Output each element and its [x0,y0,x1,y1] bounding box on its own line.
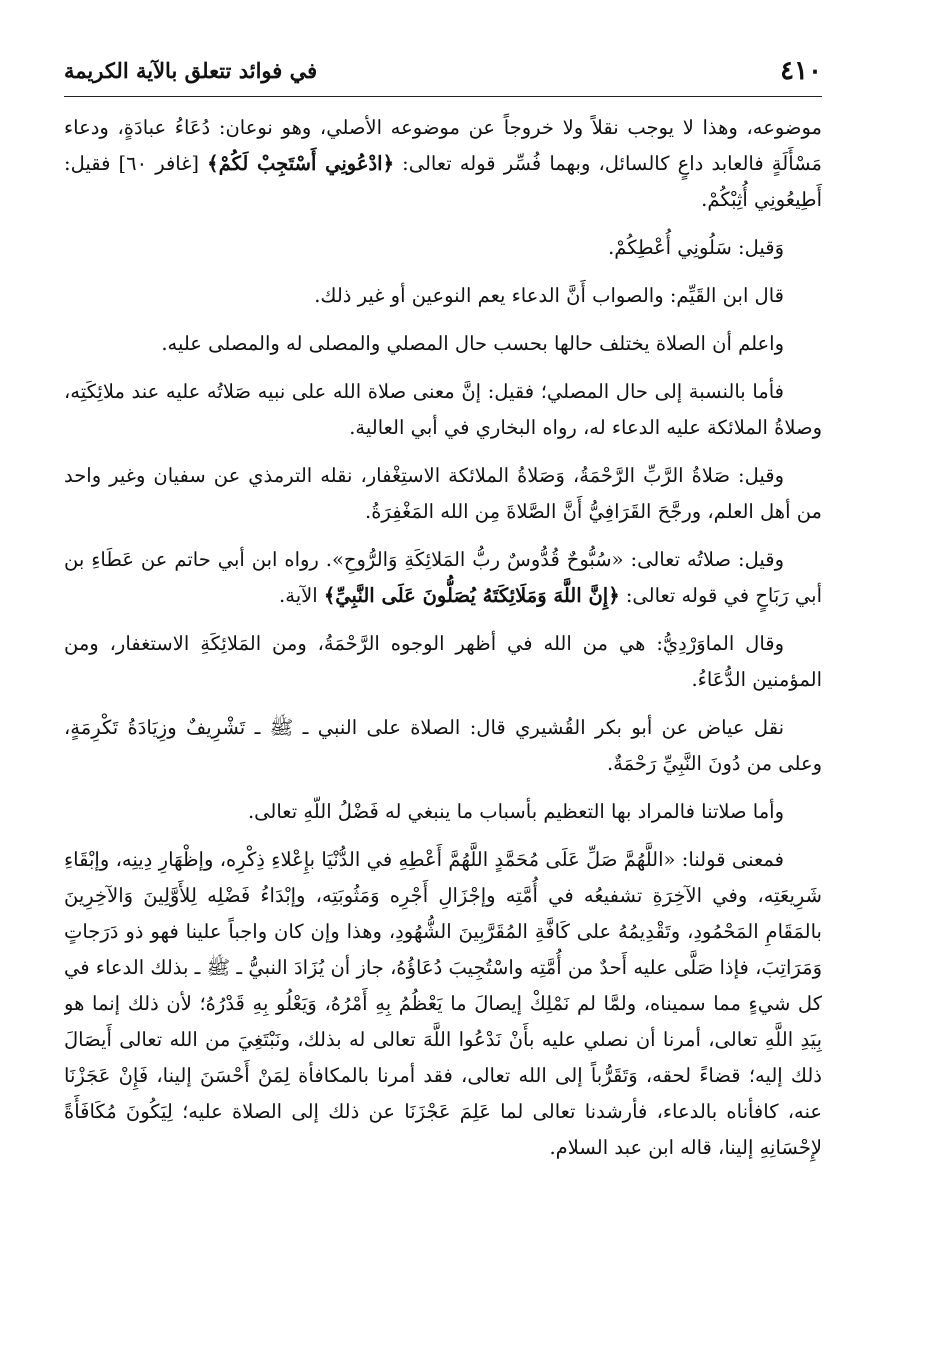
quran-verse: ﴿ادْعُونِي أَسْتَجِبْ لَكُمْ﴾ [207,152,395,175]
paragraph-text: وقيل: صَلاةُ الرَّبِّ الرَّحْمَةُ، وَصَلاةُ الملائكة الاستِغْفار، نقله الترمذي عن سفيان وغير واحد من أهل العلم، ورجَّحَ القَرَافِيُّ أَنَّ الصَّلاةَ مِن الله المَغْفِرَةُ. [64,464,822,523]
page-body [64,110,822,1330]
paragraph [64,842,822,1166]
paragraph [64,110,822,218]
paragraph [64,542,822,614]
paragraph-text: [غافر ٦٠] فقيل: أَطِيعُونِي أُثِبْكُمْ. [64,152,822,211]
page-number: ٤١٠ [780,56,822,86]
quran-verse: ﴿إِنَّ اللَّهَ وَمَلَائِكَتَهُ يُصَلُّونَ عَلَى النَّبِيِّ﴾ [323,584,620,607]
paragraph-text: قال ابن القَيِّم: والصواب أَنَّ الدعاء يعم النوعين أو غير ذلك. [314,284,784,307]
paragraph [64,278,822,314]
paragraph-text: نقل عياض عن أبو بكر القُشيري قال: الصلاة على النبي ـ ﷺ ـ تَشْرِيفٌ وزِيَادَةُ تَكْرِمَةٍ، وعلى من دُونَ النَّبِيِّ رَحْمَةٌ. [64,716,822,775]
paragraph-text: وقيل: صلاتُه تعالى: «سُبُّوحٌ قُدُّوسٌ ربُّ المَلائِكَةِ وَالرُّوحِ». رواه ابن أبي حاتم عن عَطَاءِ بن أبي رَبَاحٍ في قوله تعالى: [64,548,822,607]
paragraph [64,710,822,782]
paragraph-text: وأما صلاتنا فالمراد بها التعظيم بأسباب ما ينبغي له فَضْلُ اللّهِ تعالى. [247,800,784,823]
paragraph [64,230,822,266]
paragraph-text: واعلم أن الصلاة يختلف حالها بحسب حال المصلي والمصلى له والمصلى عليه. [161,332,784,355]
paragraph [64,794,822,830]
paragraph-text: وَقيل: سَلُونِي أُعْطِكُمْ. [608,236,784,259]
paragraph-text: الآية. [279,584,324,607]
paragraph [64,326,822,362]
paragraph-text: وقال الماوَرْدِيُّ: هي من الله في أظهر الوجوه الرَّحْمَةُ، ومن المَلائِكَةِ الاستغفار، ومن المؤمنين الدُّعَاءُ. [64,632,822,691]
paragraph-text: فمعنى قولنا: «اللَّهُمَّ صَلِّ عَلَى مُحَمَّدٍ اللَّهُمَّ أَعْطِهِ في الدُّنْيَا بإِعْلاءِ ذِكْرِه، وإظْهَارِ دِينِه، وإبْقَاءِ شَرِيعَتِه، وفي الآخِرَةِ تشفيعُه في أُمَّتِه وإجْزَالِ أَجْرِه وَمَثُوبَتِه، وإبْدَاءُ فَضْلِه لِلأَوَّلِينَ وَالآخِرِينَ بالمَقَامِ المَحْمُودِ، وتَقْدِيمُهُ على كَافَّةِ المُقَرَّبِينَ الشُّهُودِ، وهذا وإن كان واجباً علينا فهو ذو دَرَجاتٍ وَمَرَاتِبَ، فإذا صَلَّى عليه أَحدٌ من أُمَّتِه واسْتُجِيبَ دُعَاؤُهُ، جاز أن يُزَادَ النبيُّ ـ ﷺ ـ بذلك الدعاء في كل شيءٍ مما سميناه، ولمَّا لم نَمْلِكْ إيصالَ ما يَعْظُمُ بِهِ أَمْرُهُ، وَيَعْلُو بِهِ قَدْرُهُ؛ لأن ذلك إنما هو بِيَدِ اللَّهِ تعالى، أمرنا أن نصلي عليه بأَنْ نَدْعُوا اللَّهَ تعالى له بذلك، ونَبْتَغِيَ من الله تعالى أَيصَالَ ذلك إليه؛ قضاءً لحقه، وَتَقَرُّباً إلى الله تعالى، فقد أمرنا بالمكافأة لِمَنْ أَحْسَنَ إلينا، فَإِنْ عَجَزْنَا عنه، كافأناه بالدعاء، فأرشدنا تعالى لما عَلِمَ عَجْزَنَا عن ذلك إلى الصلاة عليه؛ لِيَكُونَ مُكَافَأَةً لإِحْسَانِهِ إلينا، قاله ابن عبد السلام. [64,848,822,1159]
paragraph [64,458,822,530]
paragraph-text: فأما بالنسبة إلى حال المصلي؛ فقيل: إنَّ معنى صلاة الله على نبيه صَلاتُه عليه عند ملائِكَتِه، وصلاةُ الملائكة عليه الدعاء له، رواه البخاري في أبي العالية. [64,380,822,439]
running-title: في فوائد تتعلق بالآية الكريمة [64,58,318,83]
paragraph [64,626,822,698]
paragraph-text: موضوعه، وهذا لا يوجب نقلاً ولا خروجاً عن موضوعه الأصلي، وهو نوعان: دُعَاءُ عبادَةٍ، ودعاء مَسْأَلَةٍ فالعابد داعٍ كالسائل، وبهما فُسِّر قوله تعالى: [64,116,822,175]
paragraph [64,374,822,446]
page-header [64,54,822,97]
